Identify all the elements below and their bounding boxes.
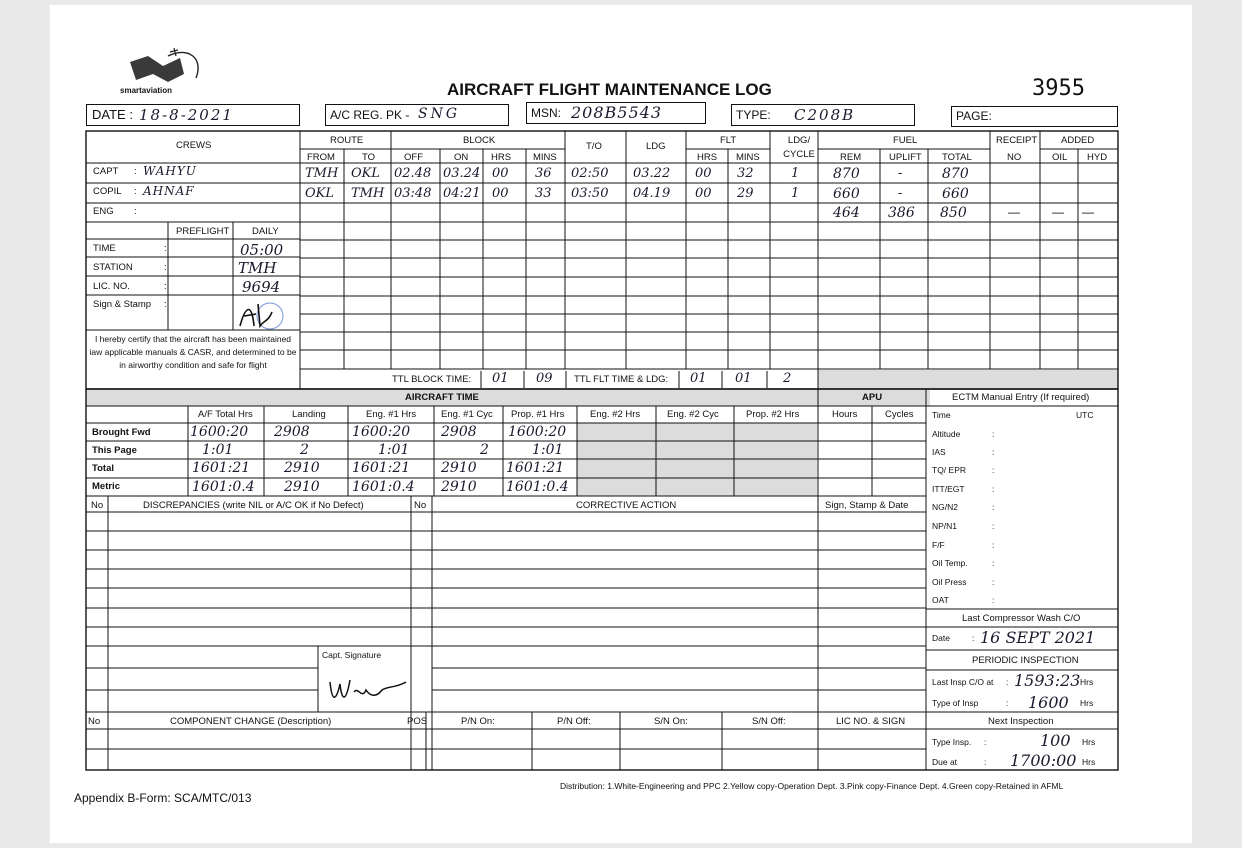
metric-eng1: 1601:0.4 <box>352 479 415 495</box>
comp-sn-off-header: S/N Off: <box>752 716 786 727</box>
tp-prop1: 1:01 <box>532 442 564 458</box>
row2-off: 03:48 <box>394 186 432 201</box>
row1-off: 02.48 <box>394 166 432 181</box>
last-insp-value: 1593:23 <box>1014 671 1081 690</box>
apu-hours-header: Hours <box>832 409 858 420</box>
ectm-ng: NG/N2 <box>932 502 958 512</box>
row-total: Total <box>92 463 114 474</box>
ttl-block-mins: 09 <box>536 371 553 386</box>
colon: : <box>972 633 975 643</box>
comp-pn-on-header: P/N On: <box>461 716 495 727</box>
due-value: 1700:00 <box>1010 751 1077 770</box>
ectm-altitude: Altitude <box>932 429 961 439</box>
row-brought-fwd: Brought Fwd <box>92 427 151 438</box>
receipt-header: RECEIPT <box>996 135 1038 146</box>
comp-desc-header: COMPONENT CHANGE (Description) <box>170 716 332 727</box>
capt-name: WAHYU <box>143 164 197 178</box>
row1-on: 03.24 <box>443 166 481 181</box>
copil-name: AHNAF <box>143 184 195 198</box>
metric-landing: 2910 <box>284 479 320 495</box>
row1-hrs: 00 <box>492 166 509 181</box>
daily-signature-stamp <box>236 300 288 332</box>
landing-header: LDG <box>646 141 666 152</box>
colon: : <box>1006 677 1009 687</box>
captain-signature <box>326 672 410 706</box>
ttl-block-label: TTL BLOCK TIME: <box>392 374 472 385</box>
page-title: AIRCRAFT FLIGHT MAINTENANCE LOG <box>447 80 772 99</box>
periodic-title: PERIODIC INSPECTION <box>972 655 1079 666</box>
hrs-label: Hrs <box>1080 677 1094 687</box>
fuel-header: FUEL <box>893 135 918 146</box>
date-value: 18-8-2021 <box>139 106 234 124</box>
row1-ldg: 03.22 <box>633 166 671 181</box>
flt-mins-header: MINS <box>736 152 760 163</box>
row1-rem: 870 <box>833 166 860 182</box>
msn-label: MSN: <box>531 106 561 120</box>
ectm-np: NP/N1 <box>932 521 958 531</box>
ttl-flt-label: TTL FLT TIME & LDG: <box>574 374 669 385</box>
colon: : <box>1006 698 1009 708</box>
bf-af: 1600:20 <box>190 424 249 440</box>
metric-cyc1: 2910 <box>441 479 477 495</box>
compressor-date-value: 16 SEPT 2021 <box>980 628 1096 647</box>
row2-uplift: - <box>898 186 903 201</box>
row1-flt-mins: 32 <box>737 166 754 181</box>
bf-prop1: 1600:20 <box>508 424 567 440</box>
comp-pn-off-header: P/N Off: <box>557 716 591 727</box>
certify-text: I hereby certify that the aircraft has been maintained iaw applicable manuals & CASR, and determined to be in airworthy condition and safe for flight <box>89 334 297 370</box>
tp-eng1: 1:01 <box>378 442 410 458</box>
comp-pos-header: POS <box>407 716 428 727</box>
row1-to: OKL <box>351 166 381 181</box>
colon: : <box>992 429 995 439</box>
row2-mins: 33 <box>535 186 552 201</box>
on-header: ON <box>454 152 469 163</box>
ldg-cycle-header: LDG/ CYCLE <box>783 135 815 160</box>
disc-no-header: No <box>91 500 104 511</box>
colon: : <box>984 757 987 767</box>
ectm-itt: ITT/EGT <box>932 484 965 494</box>
apu-title: APU <box>862 392 883 403</box>
col-landing: Landing <box>292 409 326 420</box>
colon: : <box>984 737 987 747</box>
page-label: PAGE: <box>956 109 992 123</box>
row2-takeoff: 03:50 <box>571 186 609 201</box>
colon: : <box>992 465 995 475</box>
row2-flt-mins: 29 <box>737 186 754 201</box>
colon: : <box>992 558 995 568</box>
row2-on: 04:21 <box>443 186 481 201</box>
bf-landing: 2908 <box>274 424 310 440</box>
col-eng1-cyc: Eng. #1 Cyc <box>441 409 493 420</box>
ectm-utc: UTC <box>1076 410 1094 420</box>
capt-signature-label: Capt. Signature <box>322 650 382 660</box>
col-eng2-cyc: Eng. #2 Cyc <box>667 409 719 420</box>
compressor-title: Last Compressor Wash C/O <box>962 613 1081 624</box>
route-header: ROUTE <box>330 135 364 146</box>
type-insp-value: 1600 <box>1028 693 1069 712</box>
appendix-text: Appendix B-Form: SCA/MTC/013 <box>74 791 252 805</box>
colon: : <box>992 502 995 512</box>
flt-hrs-header: HRS <box>697 152 718 163</box>
col-eng2-hrs: Eng. #2 Hrs <box>590 409 641 420</box>
lic-label: LIC. NO. <box>93 281 130 292</box>
preflight-header: PREFLIGHT <box>176 226 230 237</box>
ectm-oil-press: Oil Press <box>932 577 967 587</box>
compressor-date-label: Date <box>932 633 950 643</box>
station-label: STATION <box>93 262 133 273</box>
ttl-flt-hrs: 01 <box>690 371 707 386</box>
colon: : <box>992 577 995 587</box>
total-prop1: 1601:21 <box>506 460 565 476</box>
ectm-ff: F/F <box>932 540 945 550</box>
row3-total: 850 <box>940 205 967 221</box>
ttl-flt-mins: 01 <box>735 371 752 386</box>
block-mins-header: MINS <box>533 152 557 163</box>
comp-no-header: No <box>88 716 101 727</box>
next-type-label: Type Insp. <box>932 737 972 747</box>
bf-cyc1: 2908 <box>441 424 477 440</box>
hrs-label: Hrs <box>1082 757 1096 767</box>
acreg-label: A/C REG. PK - <box>330 108 410 122</box>
eng-label: ENG <box>93 206 114 217</box>
row2-rem: 660 <box>833 186 860 202</box>
row2-ldg: 04.19 <box>633 186 671 201</box>
metric-af: 1601:0.4 <box>192 479 255 495</box>
block-hrs-header: HRS <box>491 152 512 163</box>
col-prop2-hrs: Prop. #2 Hrs <box>746 409 800 420</box>
total-eng1: 1601:21 <box>352 460 411 476</box>
colon: : <box>992 595 995 605</box>
copil-label: COPIL <box>93 186 122 197</box>
metric-prop1: 1601:0.4 <box>506 479 569 495</box>
type-insp-label: Type of Insp <box>932 698 979 708</box>
colon: : <box>992 540 995 550</box>
colon: : <box>992 521 995 531</box>
row-this-page: This Page <box>92 445 137 456</box>
time-label: TIME <box>93 243 116 254</box>
row3-oil: — <box>1052 205 1064 219</box>
msn-value: 208B5543 <box>571 103 663 122</box>
tp-landing: 2 <box>300 442 309 458</box>
corrective-no-header: No <box>414 500 427 511</box>
row1-flt-hrs: 00 <box>695 166 712 181</box>
corrective-header: CORRECTIVE ACTION <box>576 500 677 511</box>
row1-total: 870 <box>942 166 969 182</box>
comp-sn-on-header: S/N On: <box>654 716 688 727</box>
logo-text: smartaviation <box>120 86 173 95</box>
row2-flt-hrs: 00 <box>695 186 712 201</box>
tp-af: 1:01 <box>202 442 234 458</box>
row2-total: 660 <box>942 186 969 202</box>
bf-eng1: 1600:20 <box>352 424 411 440</box>
ectm-oil-temp: Oil Temp. <box>932 558 968 568</box>
daily-header: DAILY <box>252 226 279 237</box>
disc-header: DISCREPANCIES (write NIL or A/C OK if No Defect) <box>143 500 364 511</box>
row1-takeoff: 02:50 <box>571 166 609 181</box>
tp-cyc1: 2 <box>480 442 489 458</box>
next-type-value: 100 <box>1040 731 1071 750</box>
takeoff-header: T/O <box>586 141 602 152</box>
ectm-title: ECTM Manual Entry (If required) <box>952 392 1090 403</box>
daily-time: 05:00 <box>240 241 284 259</box>
serial-number: 3955 <box>1032 76 1085 101</box>
row3-hyd: — <box>1082 205 1094 219</box>
colon: : <box>992 484 995 494</box>
receipt-no-header: NO <box>1007 152 1022 163</box>
row1-mins: 36 <box>535 166 552 181</box>
total-header: TOTAL <box>942 152 972 163</box>
crews-header: CREWS <box>176 140 212 151</box>
ectm-oat: OAT <box>932 595 949 605</box>
row2-to: TMH <box>351 186 385 201</box>
flt-header: FLT <box>720 135 737 146</box>
row1-from: TMH <box>305 166 339 181</box>
capt-label: CAPT <box>93 166 119 177</box>
from-header: FROM <box>307 152 335 163</box>
block-header: BLOCK <box>463 135 496 146</box>
added-header: ADDED <box>1061 135 1095 146</box>
type-label: TYPE: <box>736 108 771 122</box>
row3-receipt: — <box>1008 205 1020 219</box>
uplift-header: UPLIFT <box>889 152 922 163</box>
hrs-label: Hrs <box>1080 698 1094 708</box>
ectm-ias: IAS <box>932 447 946 457</box>
hyd-header: HYD <box>1087 152 1108 163</box>
total-af: 1601:21 <box>192 460 251 476</box>
total-cyc1: 2910 <box>441 460 477 476</box>
ttl-ldg: 2 <box>783 371 792 386</box>
due-label: Due at <box>932 757 958 767</box>
hrs-label: Hrs <box>1082 737 1096 747</box>
last-insp-label: Last Insp C/O at <box>932 677 994 687</box>
next-insp-title: Next Inspection <box>988 716 1054 727</box>
row3-rem: 464 <box>833 205 860 221</box>
aircraft-time-title: AIRCRAFT TIME <box>405 392 479 403</box>
apu-cycles-header: Cycles <box>885 409 914 420</box>
sign-stamp-label: Sign & Stamp <box>93 299 152 310</box>
date-label: DATE : <box>92 107 133 122</box>
daily-station: TMH <box>238 259 277 277</box>
row1-cycle: 1 <box>791 166 800 181</box>
acreg-value: SNG <box>418 106 461 122</box>
ectm-time-label: Time <box>932 410 951 420</box>
row2-hrs: 00 <box>492 186 509 201</box>
ectm-tq: TQ/ EPR <box>932 465 967 475</box>
ttl-block-hrs: 01 <box>492 371 509 386</box>
row2-cycle: 1 <box>791 186 800 201</box>
colon: : <box>992 447 995 457</box>
off-header: OFF <box>404 152 423 163</box>
comp-lic-header: LIC NO. & SIGN <box>836 716 906 727</box>
oil-header: OIL <box>1052 152 1068 163</box>
row-metric: Metric <box>92 481 120 492</box>
col-af-total: A/F Total Hrs <box>198 409 253 420</box>
to-header: TO <box>362 152 376 163</box>
row2-from: OKL <box>305 186 335 201</box>
col-eng1-hrs: Eng. #1 Hrs <box>366 409 417 420</box>
col-prop1-hrs: Prop. #1 Hrs <box>511 409 565 420</box>
total-landing: 2910 <box>284 460 320 476</box>
rem-header: REM <box>840 152 862 163</box>
row3-uplift: 386 <box>888 205 915 221</box>
row1-uplift: - <box>898 166 903 181</box>
type-value: C208B <box>794 106 856 124</box>
daily-lic: 9694 <box>242 278 281 296</box>
distribution-text: Distribution: 1.White-Engineering and PPC 2.Yellow copy-Operation Dept. 3.Pink copy-Finance Dept. 4.Green copy-Retained in AFML <box>560 781 1064 791</box>
sign-stamp-date-header: Sign, Stamp & Date <box>825 500 909 511</box>
